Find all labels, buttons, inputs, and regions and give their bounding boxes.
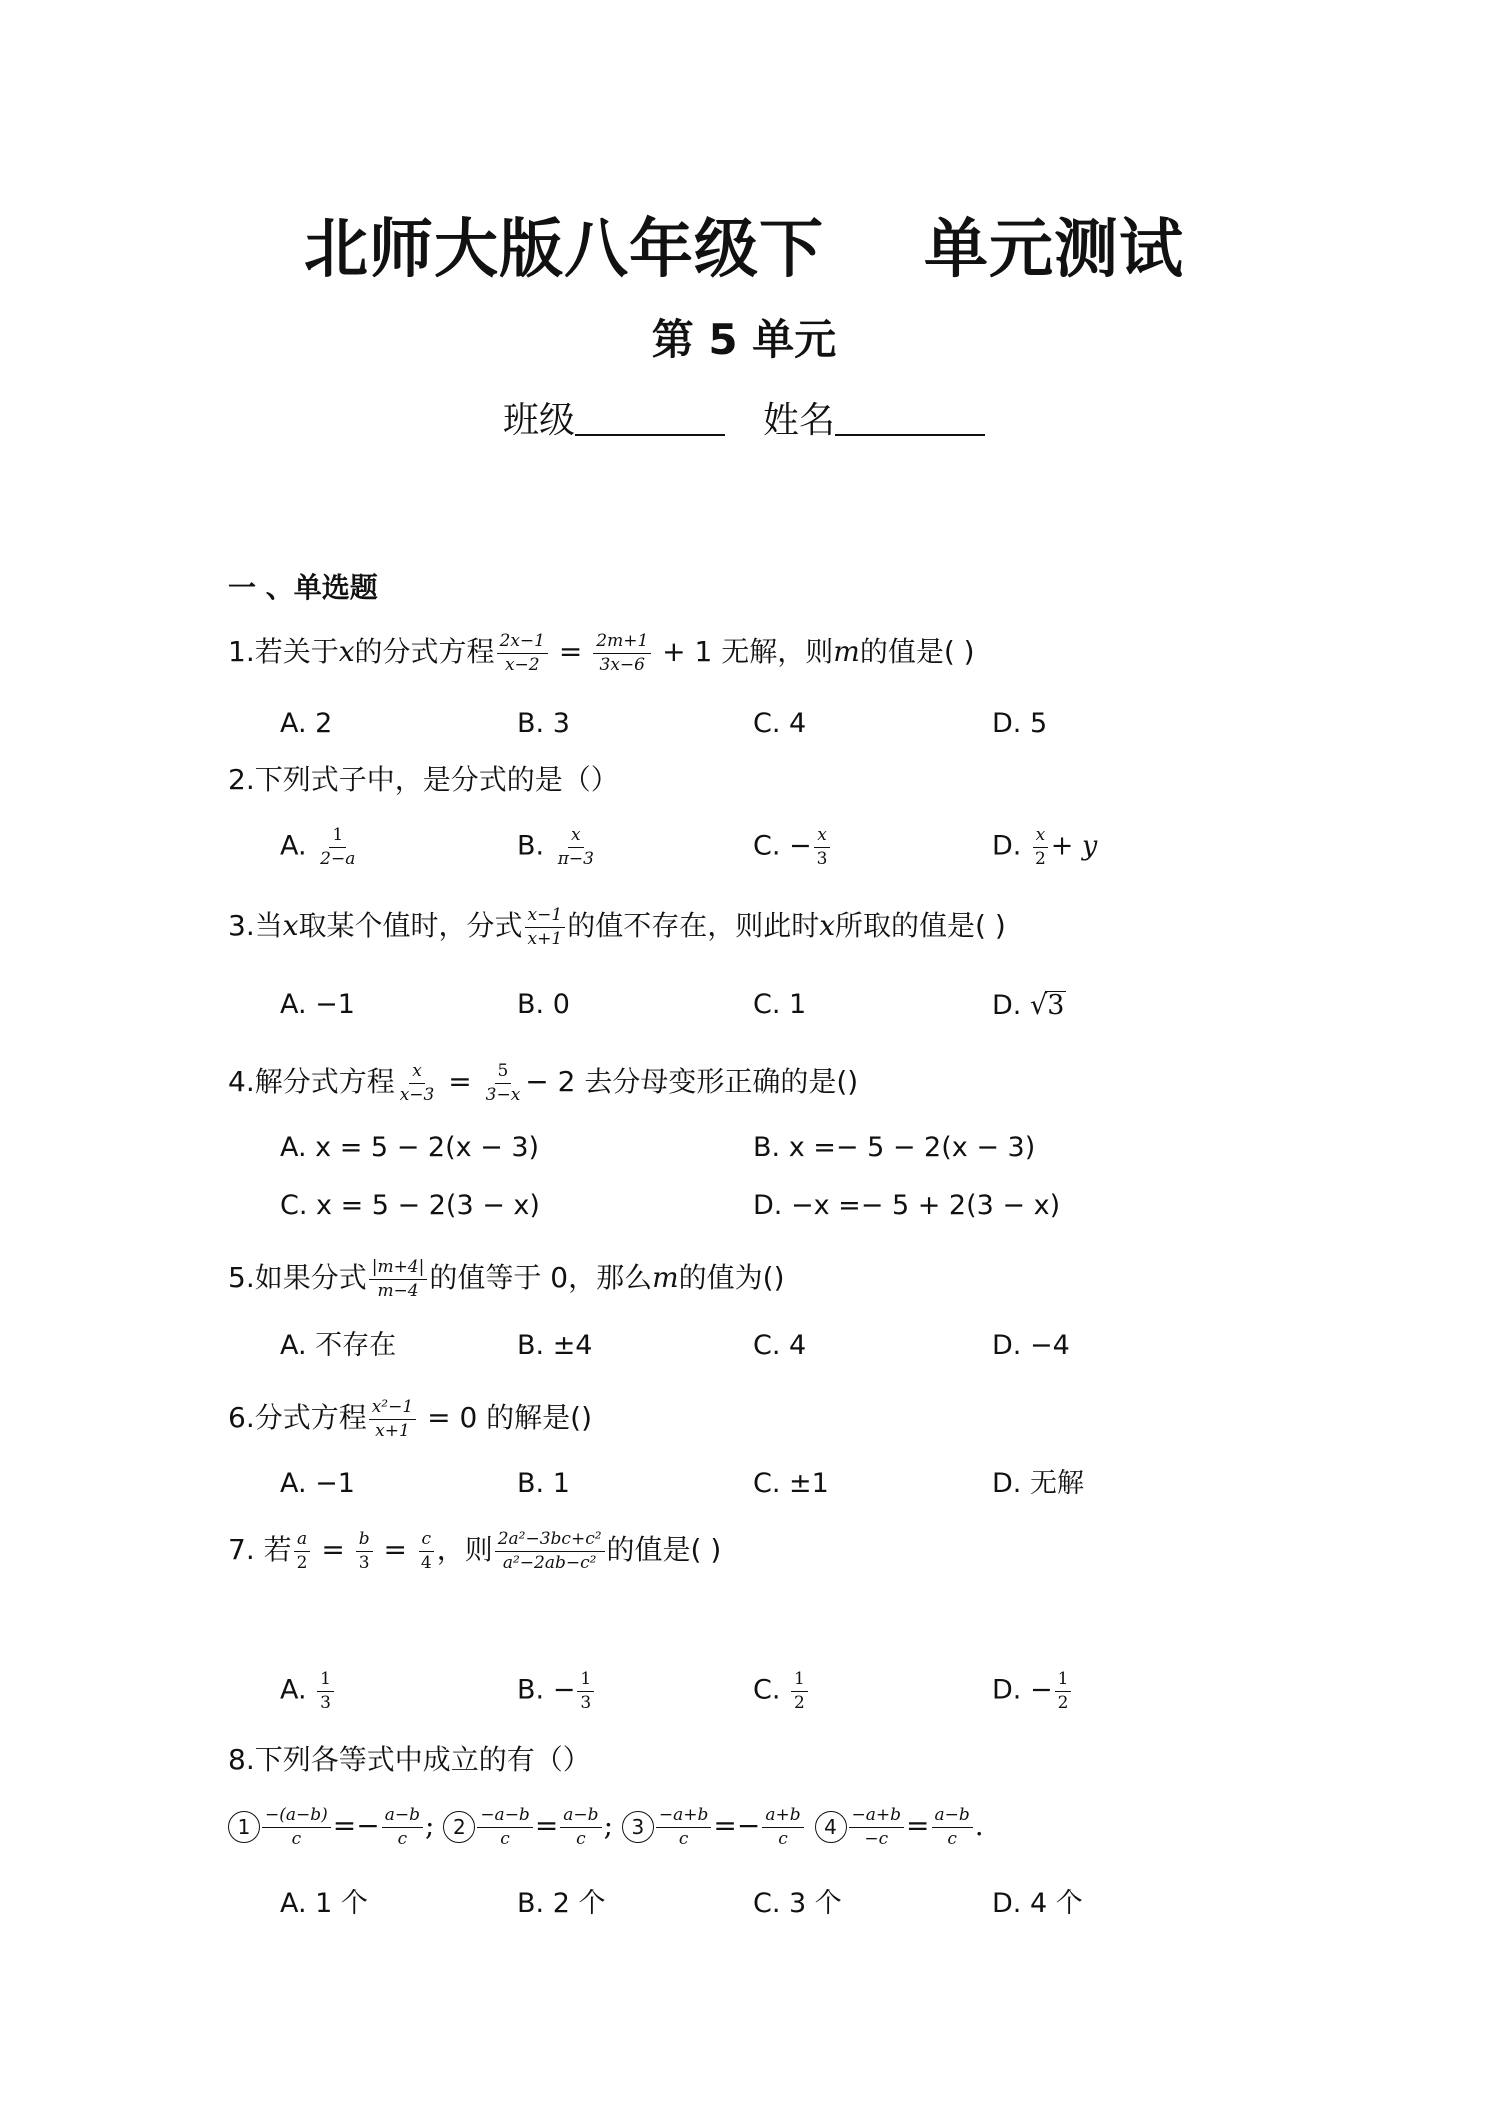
question-7: 7. 若 $\frac{a}{2}$ = $\frac{b}{3}$ = $\frac{c}{4}$ ，则 $\frac{\text{2a²−3bc+c²}}{\text{a²−2ab−c²}}$ 的值是( ) <box>228 1529 722 1573</box>
q3-option-c[interactable]: C. 1 <box>753 989 807 1020</box>
q7-option-b[interactable]: B. − $\frac{1}{3}$ <box>517 1670 596 1712</box>
q6-option-a[interactable]: A. −1 <box>280 1468 355 1499</box>
q2-option-a[interactable]: A. $\frac{1}{2-a}$ <box>280 825 356 869</box>
fraction: $\frac{2m+1}{3x-6}$ <box>593 632 651 674</box>
title-part-2: 单元测试 <box>924 213 1184 287</box>
q5-option-a[interactable]: A. 不存在 <box>280 1330 397 1361</box>
q1-option-b[interactable]: B. 3 <box>517 708 570 739</box>
q6-option-c[interactable]: C. ±1 <box>753 1468 829 1499</box>
question-4: 4.解分式方程 $\frac{x}{x-3}$ = $\frac{5}{3-x}$ − 2 去分母变形正确的是() <box>228 1061 859 1105</box>
class-label: 班级 <box>502 400 575 441</box>
student-info-fields <box>0 392 1488 443</box>
q7-option-a[interactable]: A. $\frac{1}{3}$ <box>280 1670 336 1712</box>
q2-option-b[interactable]: B. $\frac{x}{\pi-3}$ <box>517 825 594 869</box>
q6-option-d[interactable]: D. 无解 <box>992 1468 1084 1499</box>
q1-option-a[interactable]: A. 2 <box>280 708 333 739</box>
q5-option-c[interactable]: C. 4 <box>753 1330 807 1361</box>
page-title <box>0 198 1488 290</box>
q1-option-d[interactable]: D. 5 <box>992 708 1048 739</box>
question-3: 3.当x取某个值时，分式 $\frac{x-1}{x+1}$ 的值不存在，则此时x所取的值是( ) <box>228 905 1006 949</box>
q4-option-d[interactable]: D. −x =− 5 + 2(3 − x) <box>753 1190 1061 1221</box>
q7-option-c[interactable]: C. $\frac{1}{2}$ <box>753 1670 810 1712</box>
fraction: $\frac{2x-1}{x-2}$ <box>497 632 548 674</box>
q8-option-c[interactable]: C. 3 个 <box>753 1888 842 1919</box>
q5-option-d[interactable]: D. −4 <box>992 1330 1070 1361</box>
title-part-1: 北师大版八年级下 <box>304 213 824 287</box>
q7-option-d[interactable]: D. − $\frac{1}{2}$ <box>992 1670 1073 1712</box>
question-1: 1.若关于x的分式方程 $\frac{2x-1}{x-2}$ = $\frac{2m+1}{3x-6}$ + 1 无解，则m的值是( ) <box>228 631 975 675</box>
question-8: 8.下列各等式中成立的有（） <box>228 1743 591 1776</box>
question-5: 5.如果分式 $\frac{|m+4|}{m-4}$ 的值等于 0，那么m的值为() <box>228 1257 785 1301</box>
q4-option-c[interactable]: C. x = 5 − 2(3 − x) <box>280 1190 540 1221</box>
q1-option-c[interactable]: C. 4 <box>753 708 807 739</box>
question-6: 6.分式方程 $\frac{\text{x²−1}}{x+1}$ = 0 的解是() <box>228 1397 593 1441</box>
class-blank[interactable] <box>575 398 725 436</box>
q3-option-d[interactable]: D. √3 <box>992 990 1065 1021</box>
q5-option-b[interactable]: B. ±4 <box>517 1330 593 1361</box>
question-2: 2.下列式子中，是分式的是（） <box>228 763 619 796</box>
section-heading: 一 、单选题 <box>228 571 378 604</box>
q4-option-b[interactable]: B. x =− 5 − 2(x − 3) <box>753 1132 1036 1163</box>
q2-option-c[interactable]: C. − $\frac{x}{3}$ <box>753 826 832 868</box>
name-label: 姓名 <box>763 400 836 441</box>
name-blank[interactable] <box>835 398 985 436</box>
q4-option-a[interactable]: A. x = 5 − 2(x − 3) <box>280 1132 540 1163</box>
unit-subtitle: 第 5 单元 <box>651 315 837 364</box>
q3-option-a[interactable]: A. −1 <box>280 989 355 1020</box>
q8-option-a[interactable]: A. 1 个 <box>280 1888 368 1919</box>
q3-option-b[interactable]: B. 0 <box>517 989 570 1020</box>
q8-option-d[interactable]: D. 4 个 <box>992 1888 1083 1919</box>
q2-option-d[interactable]: D. $\frac{x}{2}$ + y <box>992 825 1098 869</box>
q8-option-b[interactable]: B. 2 个 <box>517 1888 606 1919</box>
q8-expressions: 1 $\frac{-(a-b)}{c}$ =− $\frac{a-b}{c}$ ; 2 $\frac{-a-b}{c}$ = $\frac{a-b}{c}$ ; 3 $\frac{-a+b}{c}$ =− $\frac{a+b}{c}$ 4 $\frac{-a+b}{-c}$ = $\frac{a-b}{c}$ . <box>228 1806 984 1848</box>
q6-option-b[interactable]: B. 1 <box>517 1468 570 1499</box>
